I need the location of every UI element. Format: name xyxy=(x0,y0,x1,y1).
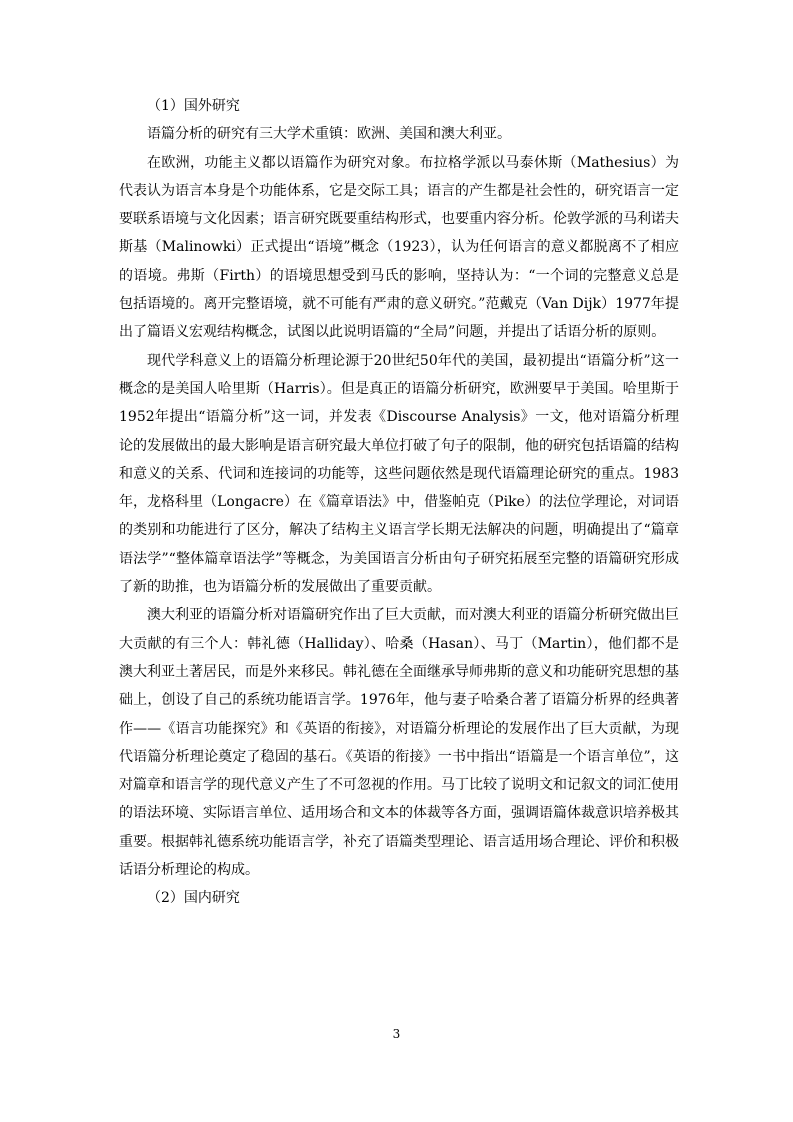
paragraph-america: 现代学科意义上的语篇分析理论源于20世纪50年代的美国，最初提出“语篇分析”这一概念的是美国人哈里斯（Harris）。但是真正的语篇分析研究，欧洲要早于美国。哈里斯于1952年提出“语篇分析”这一词，并发表《Discourse Analysis》一文，他对语篇分析理论的发展做出的最大影响是语言研究最大单位打破了句子的限制，他的研究包括语篇的结构和意义的关系、代词和连接词的功能等，这些问题依然是现代语篇理论研究的重点。1983年，龙格科里（Longacre）在《篇章语法》中，借鉴帕克（Pike）的法位学理论，对词语的类别和功能进行了区分，解决了结构主义语言学长期无法解决的问题，明确提出了“篇章语法学”“整体篇章语法学”等概念，为美国语言分析由句子研究拓展至完整的语篇研究形成了新的助推，也为语篇分析的发展做出了重要贡献。 xyxy=(119,352,679,596)
section-heading-domestic: （2）国内研究 xyxy=(147,890,240,907)
page-number: 3 xyxy=(392,1027,401,1041)
paragraph-australia: 澳大利亚的语篇分析对语篇研究作出了巨大贡献，而对澳大利亚的语篇分析研究做出巨大贡献的有三个人：韩礼德（Halliday）、哈桑（Hasan）、马丁（Martin），他们都不是澳大利亚土著居民，而是外来移民。韩礼德在全面继承导师弗斯的意义和功能研究思想的基础上，创设了自己的系统功能语言学。1976年，他与妻子哈桑合著了语篇分析界的经典著作——《语言功能探究》和《英语的衔接》，对语篇分析理论的发展作出了巨大贡献，为现代语篇分析理论奠定了稳固的基石。《英语的衔接》一书中指出“语篇是一个语言单位”，这对篇章和语言学的现代意义产生了不可忽视的作用。马丁比较了说明文和记叙文的词汇使用的语法环境、实际语言单位、适用场合和文本的体裁等各方面，强调语篇体裁意识培养极其重要。根据韩礼德系统功能语言学，补充了语篇类型理论、语言适用场合理论、评价和积极话语分析理论的构成。 xyxy=(119,607,679,879)
paragraph-intro: 语篇分析的研究有三大学术重镇：欧洲、美国和澳大利亚。 xyxy=(147,126,511,143)
section-heading-foreign: （1）国外研究 xyxy=(147,98,240,114)
document-body xyxy=(119,92,679,913)
paragraph-europe: 在欧洲，功能主义都以语篇作为研究对象。布拉格学派以马泰休斯（Mathesius）为代表认为语言本身是个功能体系，它是交际工具；语言的产生都是社会性的，研究语言一定要联系语境与文化因素；语言研究既要重结构形式，也要重内容分析。伦敦学派的马利诺夫斯基（Malinowki）正式提出“语境”概念（1923），认为任何语言的意义都脱离不了相应的语境。弗斯（Firth）的语境思想受到马氏的影响，坚持认为：“一个词的完整意义总是包括语境的。离开完整语境，就不可能有严肃的意义研究。”范戴克（Van Dijk）1977年提出了篇语义宏观结构概念，试图以此说明语篇的“全局”问题，并提出了话语分析的原则。 xyxy=(119,154,679,341)
